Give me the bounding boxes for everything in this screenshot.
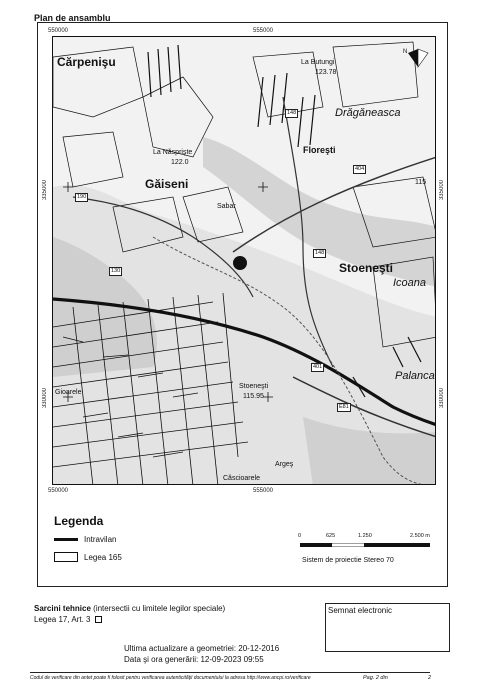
- signature-label: Semnat electronic: [328, 606, 393, 615]
- label-icoana: Icoana: [393, 277, 427, 289]
- label-arges: Argeş: [275, 461, 294, 468]
- coord-bottom-left: 550000: [48, 488, 69, 494]
- road-badge-190: 190: [77, 194, 87, 200]
- label-stoenesti-val: 115.95: [243, 393, 264, 400]
- label-la-naspriste-val: 122.0: [171, 159, 189, 166]
- projection-label: Sistem de proiectie Stereo 70: [302, 557, 394, 564]
- north-label: N: [403, 49, 408, 55]
- legend-label-intravilan: Intravilan: [84, 535, 117, 544]
- scale-label-1250: 1.250: [358, 533, 372, 539]
- label-la-butungi-val: 123.78: [315, 69, 337, 76]
- coord-bottom-right: 555000: [253, 488, 274, 494]
- scale-bar: [300, 543, 430, 547]
- legend-title: Legenda: [54, 514, 104, 528]
- label-floresti: Floreşti: [303, 145, 336, 155]
- label-carpenisu: Cărpenişu: [57, 55, 116, 69]
- label-gaiseni: Găiseni: [145, 177, 189, 191]
- footer-divider: [30, 672, 430, 673]
- label-la-butungi: La Butungi: [301, 59, 335, 66]
- legend-item-intravilan: [54, 535, 116, 544]
- road-badge-e81: E81: [339, 404, 349, 410]
- legend-item-legea-165: [54, 552, 122, 562]
- footer-page-label: Pag. 2 din: [363, 675, 388, 681]
- scale-label-2500: 2.500 m: [410, 533, 430, 539]
- generated-date: Data şi ora generării: 12-09-2023 09:55: [124, 655, 264, 664]
- task-checkbox[interactable]: [95, 616, 102, 623]
- road-badge-148b: 148: [315, 250, 325, 256]
- road-badge-130: 130: [111, 268, 121, 274]
- label-stoenesti-small: Stoeneşti: [239, 383, 269, 390]
- road-badge-401: 401: [313, 364, 323, 370]
- road-badge-404: 404: [355, 166, 365, 172]
- label-draganeasca: Drăgăneasca: [335, 107, 401, 119]
- page-title: Plan de ansamblu: [34, 13, 111, 23]
- scale-label-625: 625: [326, 533, 336, 539]
- tasks-subtitle: (intersectii cu limitele legilor speciale): [93, 604, 226, 613]
- tasks-title: Sarcini tehnice: [34, 604, 91, 613]
- label-palanca: Palanca: [395, 370, 435, 382]
- map-viewport[interactable]: [52, 36, 436, 485]
- coord-left-top: 335000: [42, 180, 48, 201]
- signature-box: [325, 603, 450, 652]
- legend-box-swatch: [54, 552, 78, 562]
- label-cascioarele: Căscioarele: [223, 475, 260, 482]
- legend-line-swatch: [54, 538, 78, 541]
- north-arrow: [408, 49, 428, 67]
- last-update: Ultima actualizare a geometriei: 20-12-2016: [124, 644, 280, 653]
- coord-left-bottom: 330000: [42, 388, 48, 409]
- label-la-naspriste: La Năsprişte: [153, 149, 193, 156]
- coord-top-right: 555000: [253, 28, 274, 34]
- site-marker: [233, 256, 247, 270]
- label-gioarele: Gioarele: [55, 389, 82, 396]
- tasks-heading: [34, 604, 225, 613]
- task-item: [34, 615, 102, 624]
- coord-right-bottom: 330000: [439, 388, 445, 409]
- footer-page-number: 2: [428, 675, 432, 681]
- road-badge-148: 148: [287, 110, 297, 116]
- scale-label-0: 0: [298, 533, 302, 539]
- label-val-115: 115: [415, 179, 427, 186]
- legend-label-legea-165: Legea 165: [84, 552, 122, 562]
- label-stoenesti: Stoeneşti: [339, 261, 394, 275]
- task-item-label: Legea 17, Art. 3: [34, 615, 91, 624]
- coord-top-left: 550000: [48, 28, 69, 34]
- coord-right-top: 335000: [439, 180, 445, 201]
- label-sabar: Sabar: [217, 203, 236, 210]
- footer-verification-text: Codul de verificare din antet poate fi folosit pentru verificarea autenticităţii documentului la adresa http://www.ancpi.ro/verificare: [30, 675, 311, 681]
